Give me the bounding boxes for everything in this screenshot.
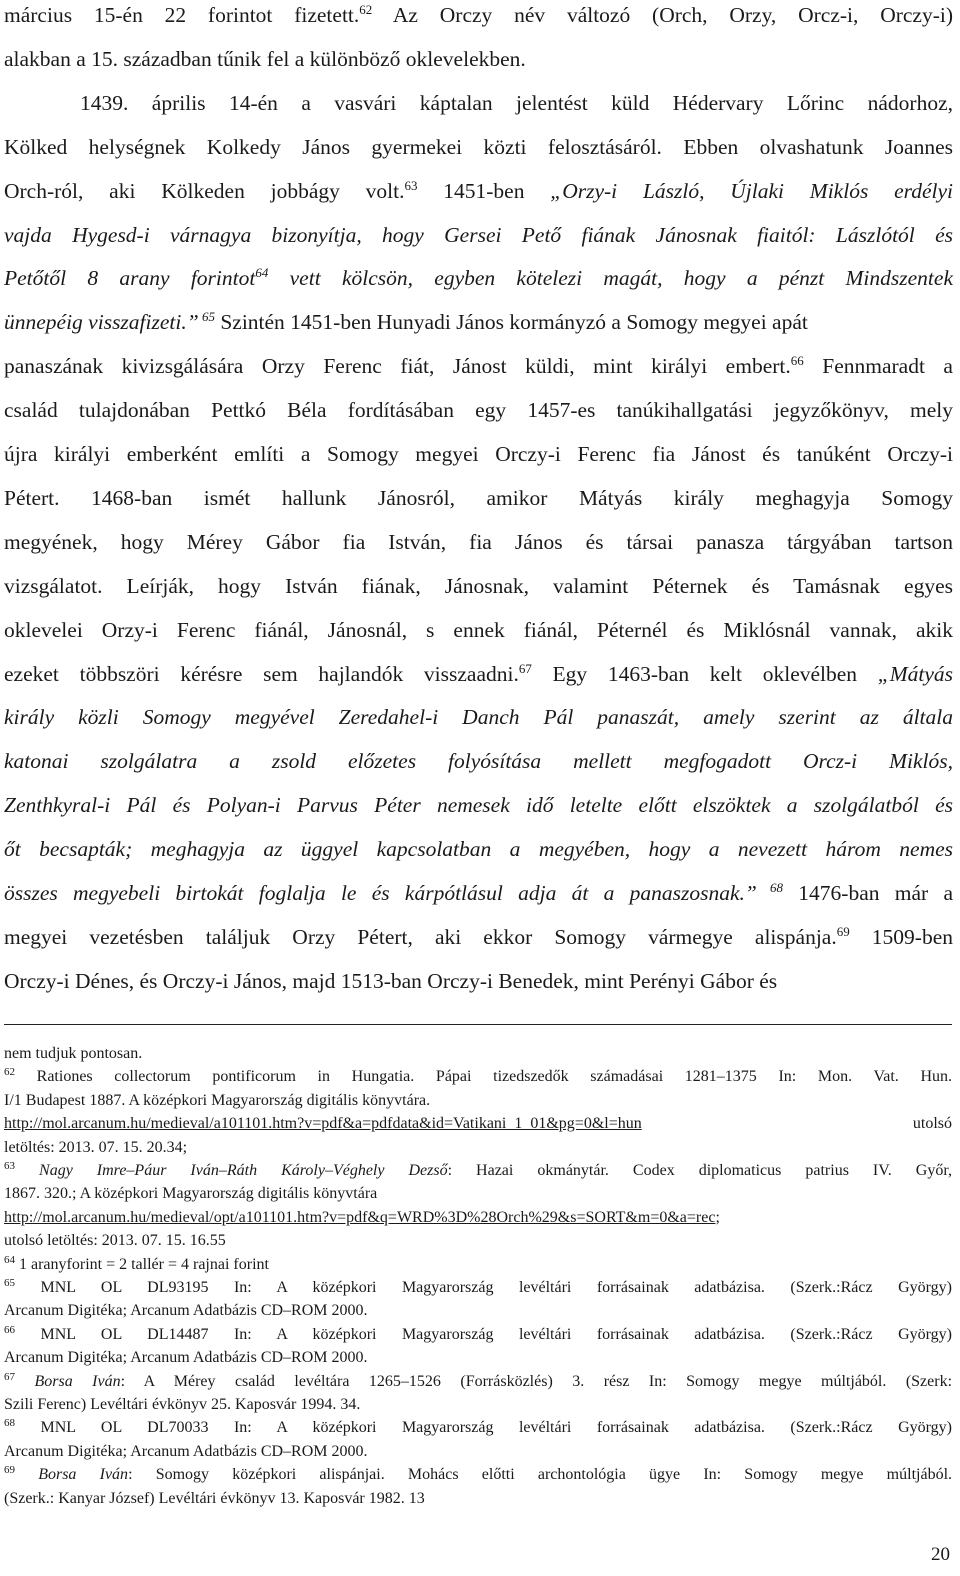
text-run: Zenthkyral-i Pál és Polyan-i Parvus Péter nemesek idő letelte előtt elszöktek a szolgálatból és xyxy=(4,793,953,817)
text-run: 1451-ben xyxy=(417,179,551,203)
text-run: 1476-ban már a xyxy=(783,881,954,905)
footnote-line xyxy=(4,1183,952,1205)
text-run: őt becsapták; meghagyja az üggyel kapcsolatban a megyében, hogy a nevezett három nemes xyxy=(4,837,953,861)
text-run: megyei vezetésben találjuk Orzy Pétert, aki ekkor Somogy vármegye alispánja. xyxy=(4,925,837,949)
text-run: MNL OL DL70033 In: A középkori Magyarország levéltári forrásainak adatbázisa. (Szerk.:Rácz György) xyxy=(15,1419,952,1436)
text-line xyxy=(4,220,953,250)
text-run: ; xyxy=(715,1209,720,1226)
footnote-ref: 68 xyxy=(4,1417,15,1429)
text-line xyxy=(4,0,953,30)
text-run: vett kölcsön, egyben kötelezi magát, hogy a pénzt Mindszentek xyxy=(268,266,953,290)
text-run: (Szerk.: Kanyar József) Levéltári évkönyv 13. Kaposvár 1982. 13 xyxy=(4,1490,425,1507)
text-line xyxy=(4,659,953,689)
text-line xyxy=(4,527,953,557)
text-run: oklevelei Orzy-i Ferenc fiánál, Jánosnál, s ennek fiánál, Péternél és Miklósnál vannak, akik xyxy=(4,618,953,642)
text-run: MNL OL DL14487 In: A középkori Magyarország levéltári forrásainak adatbázisa. (Szerk.:Rácz György) xyxy=(15,1326,952,1343)
text-run: Egy 1463-ban kelt oklevélben xyxy=(531,662,878,686)
text-line xyxy=(4,746,953,776)
text-run: MNL OL DL93195 In: A középkori Magyarország levéltári forrásainak adatbázisa. (Szerk.:Rácz György) xyxy=(15,1279,952,1296)
text-run: Pétert. 1468-ban ismét hallunk Jánosról, amikor Mátyás király meghagyja Somogy xyxy=(4,486,953,510)
text-run: letöltés: 2013. 07. 15. 20.34; xyxy=(4,1139,188,1156)
footnote-line xyxy=(4,1488,952,1510)
footnote-line xyxy=(4,1371,952,1393)
footnote-line xyxy=(4,1324,952,1346)
footnote-ref: 64 xyxy=(4,1254,15,1266)
footnote-line xyxy=(4,1441,952,1463)
footnote-line xyxy=(4,1207,952,1229)
text-run: nem tudjuk pontosan. xyxy=(4,1045,143,1062)
text-run: : Somogy középkori alispánjai. Mohács előtti archontológia ügye In: Somogy megye múltjából. xyxy=(128,1466,953,1483)
text-run: Nagy Imre–Páur Iván–Ráth Károly–Véghely Dezső xyxy=(39,1162,448,1179)
footnote-ref: 63 xyxy=(4,1160,15,1172)
footnote-line xyxy=(4,1394,952,1416)
text-line xyxy=(4,878,953,908)
footnote-line xyxy=(4,1277,952,1299)
footnote-line xyxy=(4,1113,952,1135)
text-line xyxy=(4,395,953,425)
text-run: újra királyi emberként említi a Somogy megyei Orczy-i Ferenc fia Jánost és tanúként Orczy-i xyxy=(4,442,953,466)
footnote-separator xyxy=(4,1024,952,1025)
text-line xyxy=(4,834,953,864)
footnote-line xyxy=(4,1300,952,1322)
footnote-ref: 62 xyxy=(359,2,373,17)
text-line xyxy=(4,483,953,513)
text-run: király közli Somogy megyével Zeredahel-i Danch Pál panaszát, amely szerint az általa xyxy=(4,705,953,729)
footnote-line xyxy=(4,1160,952,1182)
text-run: Az Orczy név változó (Orch, Orzy, Orcz-i, Orczy-i) xyxy=(372,3,954,27)
text-run: vizsgálatot. Leírják, hogy István fiának, Jánosnak, valamint Péternek és Tamásnak egyes xyxy=(4,574,953,598)
text-run: „Mátyás xyxy=(877,662,954,686)
text-line xyxy=(4,615,953,645)
text-line xyxy=(4,263,953,293)
text-run: március 15-én 22 forintot fizetett. xyxy=(4,3,360,27)
footnote-line xyxy=(4,1137,952,1159)
text-run: Szintén 1451-ben Hunyadi János kormányzó a Somogy megyei apát xyxy=(214,310,808,334)
footnote-line xyxy=(4,1464,952,1486)
link-text[interactable]: http://mol.arcanum.hu/medieval/opt/a101101.htm?v=pdf&q=WRD%3D%28Orch%29&s=SORT&m=0&a=rec xyxy=(4,1209,716,1226)
text-run: megyének, hogy Mérey Gábor fia István, fia János és társai panasza tárgyában tartson xyxy=(4,530,953,554)
footnote-line xyxy=(4,1347,952,1369)
text-run: alakban a 15. században tűnik fel a különböző oklevelekben. xyxy=(4,47,526,71)
text-run: Orch-ról, aki Kölkeden jobbágy volt. xyxy=(4,179,405,203)
footnote-line xyxy=(4,1090,952,1112)
text-run: Kölked helységnek Kolkedy János gyermekei közti felosztásáról. Ebben olvashatunk Joannes xyxy=(4,135,953,159)
text-run: utolsó letöltés: 2013. 07. 15. 16.55 xyxy=(4,1232,226,1249)
text-run: 1867. 320.; A középkori Magyarország digitális könyvtára xyxy=(4,1185,378,1202)
footnote-ref: 66 xyxy=(4,1324,15,1336)
text-line xyxy=(4,351,953,381)
footnote-ref: 66 xyxy=(790,353,804,368)
text-run: összes megyebeli birtokát foglalja le és kárpótlásul adja át a panaszosnak.” xyxy=(4,881,757,905)
text-run: Borsa Iván xyxy=(38,1466,129,1483)
text-run: 1509-ben xyxy=(849,925,953,949)
text-line xyxy=(4,790,953,820)
text-run: 1 aranyforint = 2 tallér = 4 rajnai forint xyxy=(15,1256,269,1273)
text-line xyxy=(4,922,953,952)
text-run: I/1 Budapest 1887. A középkori Magyarország digitális könyvtára. xyxy=(4,1092,431,1109)
footnote-line xyxy=(4,1230,952,1252)
text-run: Szili Ferenc) Levéltári évkönyv 25. Kaposvár 1994. 34. xyxy=(4,1396,361,1413)
text-line xyxy=(4,307,953,337)
text-line xyxy=(4,966,953,996)
text-line xyxy=(4,44,953,74)
text-run: vajda Hygesd-i várnagya bizonyítja, hogy Gersei Pető fiának Jánosnak fiaitól: Lászlótól és xyxy=(4,223,953,247)
text-run xyxy=(15,1466,38,1483)
text-run: Borsa Iván xyxy=(34,1373,121,1390)
footnote-ref: 63 xyxy=(404,178,418,193)
text-run: Orczy-i Dénes, és Orczy-i János, majd 1513-ban Orczy-i Benedek, mint Perényi Gábor és xyxy=(4,969,778,993)
footnote-line xyxy=(4,1254,952,1276)
text-line xyxy=(4,88,953,118)
text-run: : A Mérey család levéltára 1265–1526 (Forrásközlés) 3. rész In: Somogy megye múltjából. (Szerk: xyxy=(120,1373,953,1390)
text-run: Arcanum Digitéka; Arcanum Adatbázis CD–ROM 2000. xyxy=(4,1302,368,1319)
footnote-ref: 68 xyxy=(756,880,784,895)
text-run: katonai szolgálatra a zsold előzetes folyósítása mellett megfogadott Orcz-i Miklós, xyxy=(4,749,953,773)
text-run: család tulajdonában Pettkó Béla fordításában egy 1457-es tanúkihallgatási jegyzőkönyv, mely xyxy=(4,398,953,422)
text-line xyxy=(4,176,953,206)
footnote-line xyxy=(4,1066,952,1088)
footnote-ref: 69 xyxy=(4,1464,15,1476)
footnote-line xyxy=(4,1043,952,1065)
footnote-ref: 65 xyxy=(4,1277,15,1289)
text-line xyxy=(4,132,953,162)
footnote-ref: 69 xyxy=(836,924,850,939)
footnote-line xyxy=(4,1417,952,1439)
footnote-ref: 67 xyxy=(4,1371,15,1383)
footnote-ref: 67 xyxy=(518,661,532,676)
page-number: 20 xyxy=(931,1544,950,1565)
text-run: ünnepéig visszafizeti.” xyxy=(4,310,199,334)
text-run: utolsó xyxy=(641,1115,952,1132)
text-run xyxy=(15,1162,39,1179)
text-run: Arcanum Digitéka; Arcanum Adatbázis CD–ROM 2000. xyxy=(4,1349,368,1366)
text-run: Petőtől 8 arany forintot xyxy=(4,266,256,290)
footnote-ref: 64 xyxy=(255,265,269,280)
text-run: : Hazai okmánytár. Codex diplomaticus patrius IV. Győr, xyxy=(447,1162,953,1179)
text-run: Rationes collectorum pontificorum in Hungatia. Pápai tizedszedők számadásai 1281–1375 In: Mon. Vat. Hun. xyxy=(15,1068,952,1085)
text-run: ezeket többszöri kérésre sem hajlandók visszaadni. xyxy=(4,662,519,686)
footnote-ref: 65 xyxy=(198,309,215,324)
text-run: Fennmaradt a xyxy=(803,354,953,378)
link-text[interactable]: http://mol.arcanum.hu/medieval/a101101.htm?v=pdf&a=pdfdata&id=Vatikani_1_01&pg=0&l=hun xyxy=(4,1115,642,1132)
text-run: „Orzy-i László, Újlaki Miklós erdélyi xyxy=(550,179,953,203)
text-run: panaszának kivizsgálására Orzy Ferenc fiát, Jánost küldi, mint királyi embert. xyxy=(4,354,791,378)
footnote-ref: 62 xyxy=(4,1066,15,1078)
text-run: Arcanum Digitéka; Arcanum Adatbázis CD–ROM 2000. xyxy=(4,1443,368,1460)
text-line xyxy=(4,439,953,469)
text-line xyxy=(4,571,953,601)
text-run: 1439. április 14-én a vasvári káptalan jelentést küld Hédervary Lőrinc nádorhoz, xyxy=(80,91,953,115)
text-run xyxy=(15,1373,34,1390)
text-line xyxy=(4,702,953,732)
